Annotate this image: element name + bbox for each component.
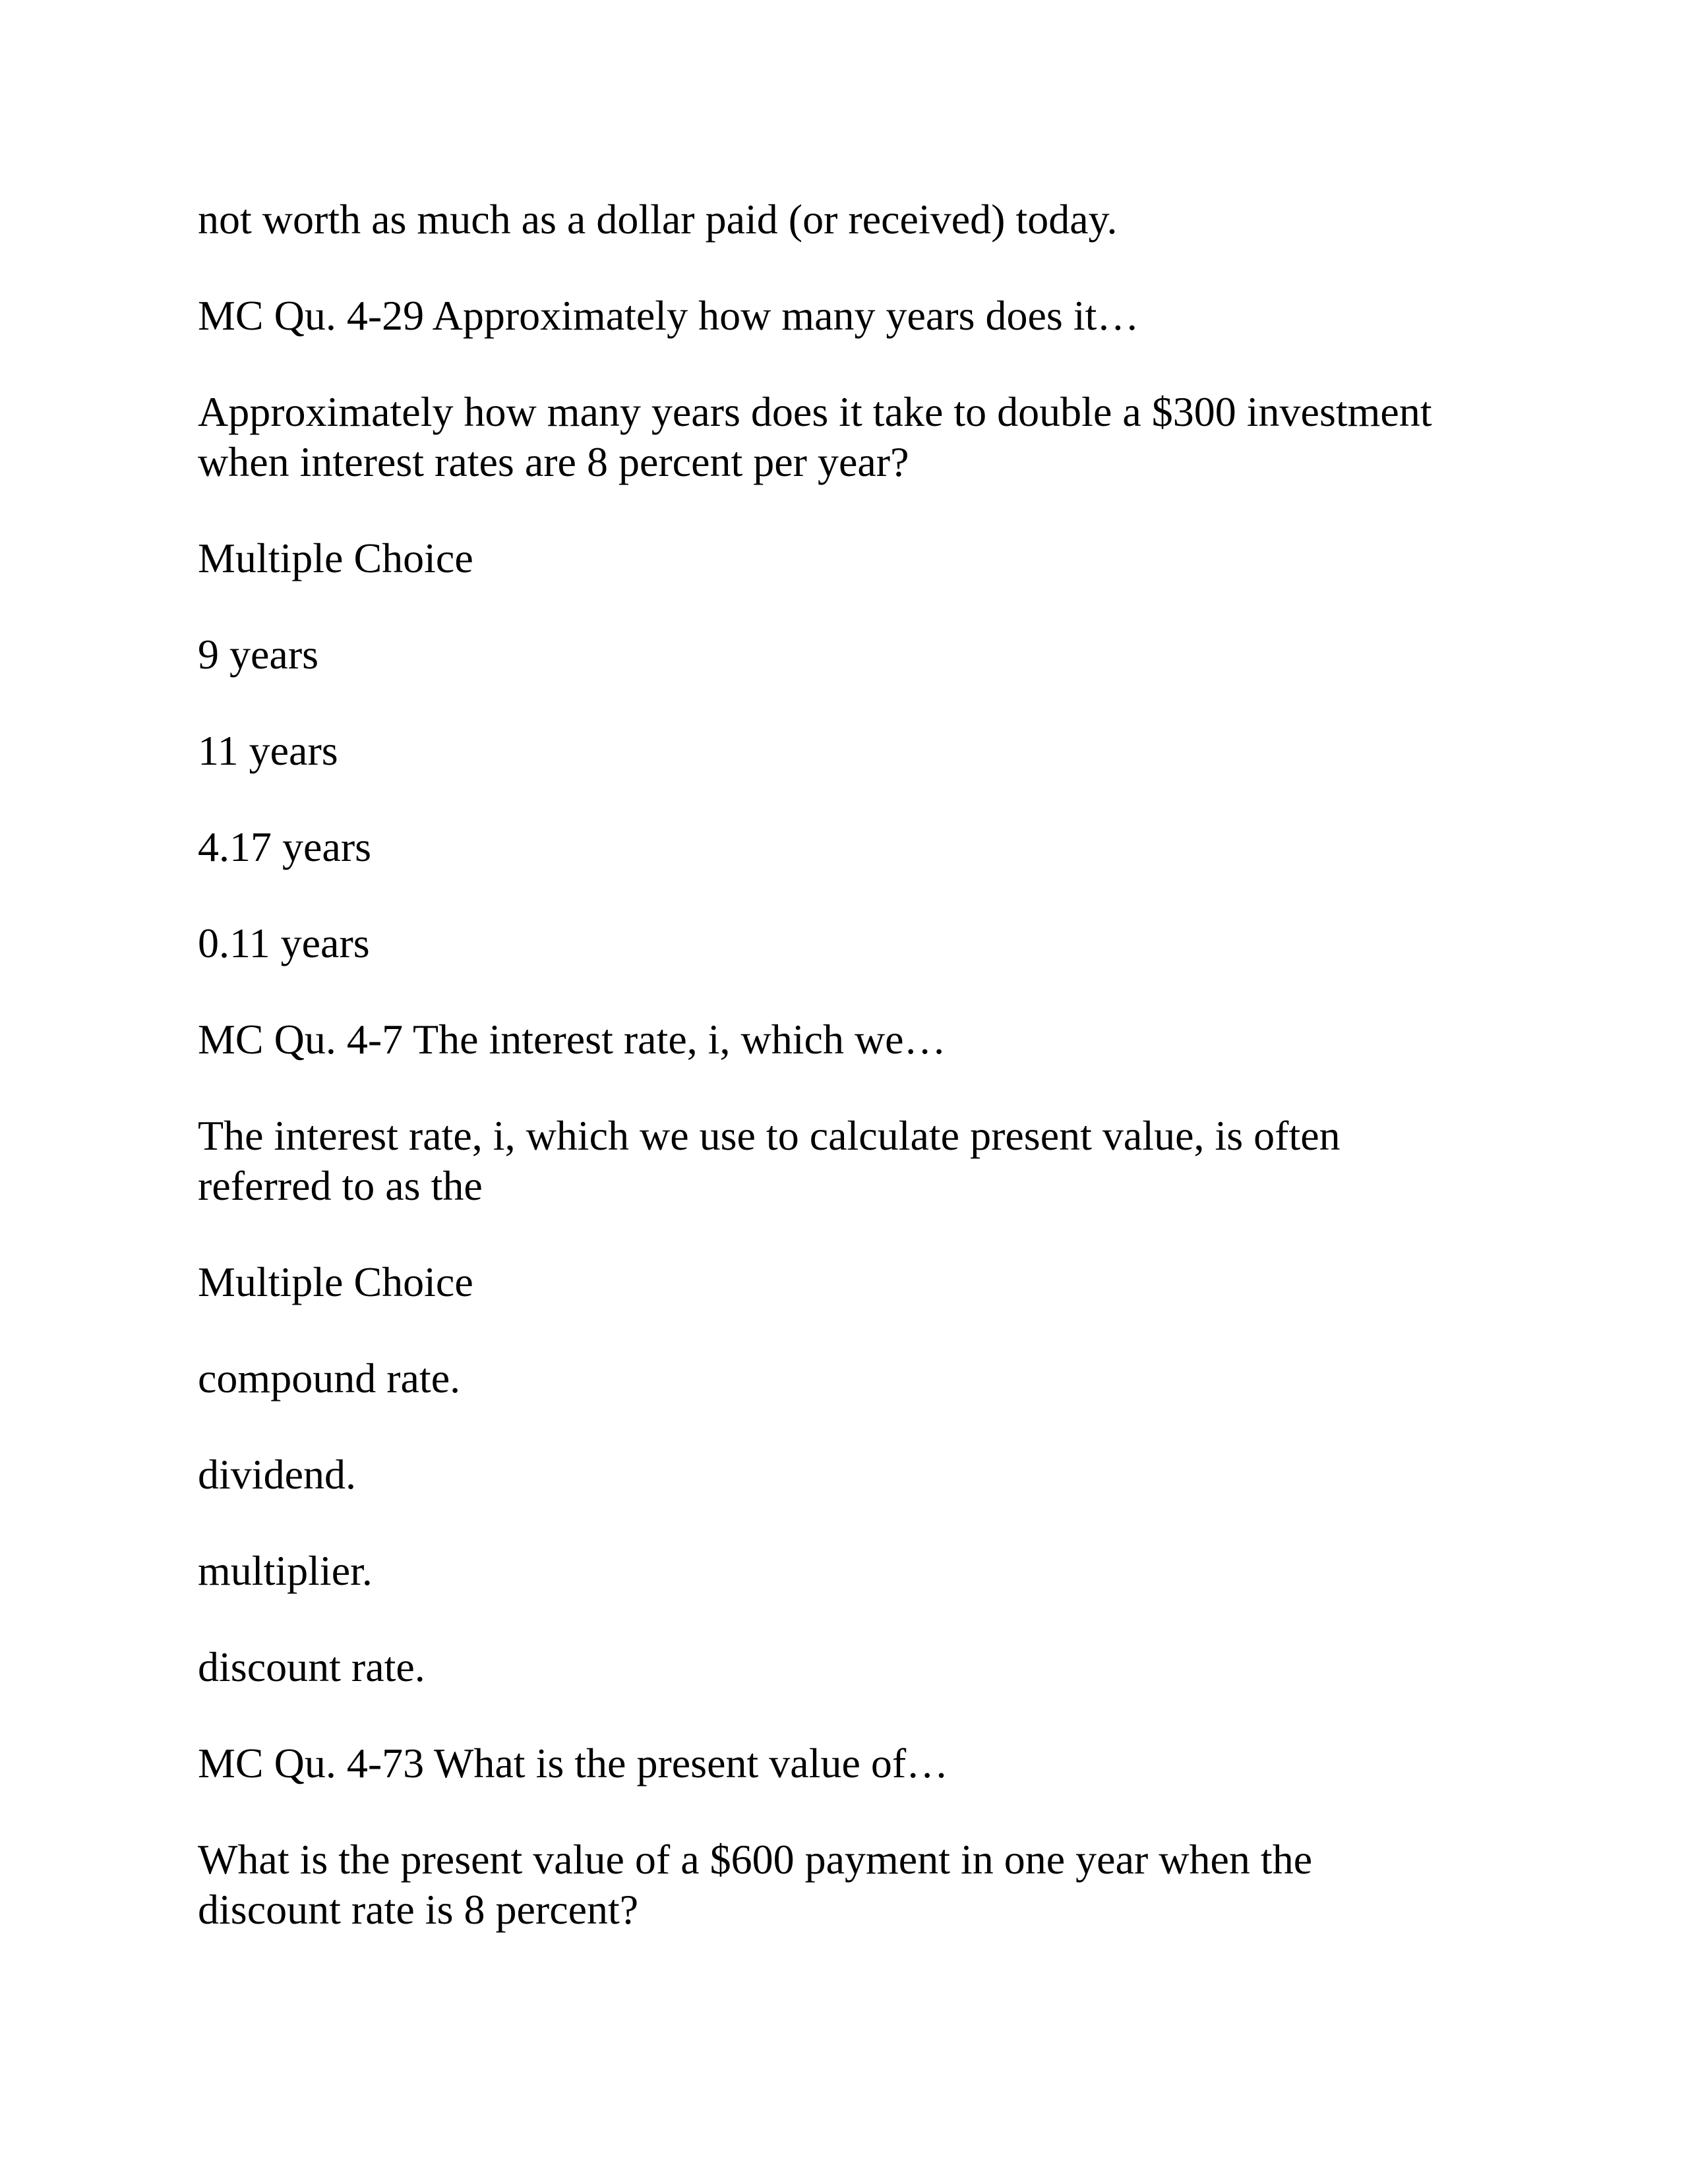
question-type-label: Multiple Choice bbox=[198, 1258, 473, 1305]
question-heading: MC Qu. 4-29 Approximately how many years does it… bbox=[198, 292, 1139, 339]
question-type-label: Multiple Choice bbox=[198, 535, 473, 581]
answer-option[interactable]: multiplier. bbox=[198, 1547, 373, 1594]
answer-option[interactable]: dividend. bbox=[198, 1451, 356, 1498]
question-heading: MC Qu. 4-73 What is the present value of… bbox=[198, 1740, 949, 1786]
intro-tail-text: not worth as much as a dollar paid (or received) today. bbox=[198, 196, 1118, 243]
answer-option[interactable]: 4.17 years bbox=[198, 823, 372, 870]
question-text bbox=[198, 1835, 1517, 1935]
answer-option[interactable]: compound rate. bbox=[198, 1355, 461, 1402]
question-text-line: What is the present value of a $600 payment in one year when the bbox=[198, 1836, 1313, 1883]
answer-option[interactable]: 0.11 years bbox=[198, 920, 370, 966]
question-text-line: The interest rate, i, which we use to calculate present value, is often bbox=[198, 1112, 1341, 1159]
answer-option[interactable]: discount rate. bbox=[198, 1643, 425, 1690]
document-content bbox=[198, 194, 1517, 1935]
question-text-line: referred to as the bbox=[198, 1162, 483, 1209]
question-heading: MC Qu. 4-7 The interest rate, i, which we… bbox=[198, 1016, 946, 1063]
answer-option[interactable]: 11 years bbox=[198, 727, 338, 774]
question-text bbox=[198, 387, 1517, 487]
question-text-line: Approximately how many years does it take to double a $300 investment bbox=[198, 388, 1432, 435]
question-text-line: discount rate is 8 percent? bbox=[198, 1886, 639, 1933]
question-text bbox=[198, 1111, 1517, 1211]
question-text-line: when interest rates are 8 percent per year? bbox=[198, 438, 909, 485]
answer-option[interactable]: 9 years bbox=[198, 631, 319, 678]
